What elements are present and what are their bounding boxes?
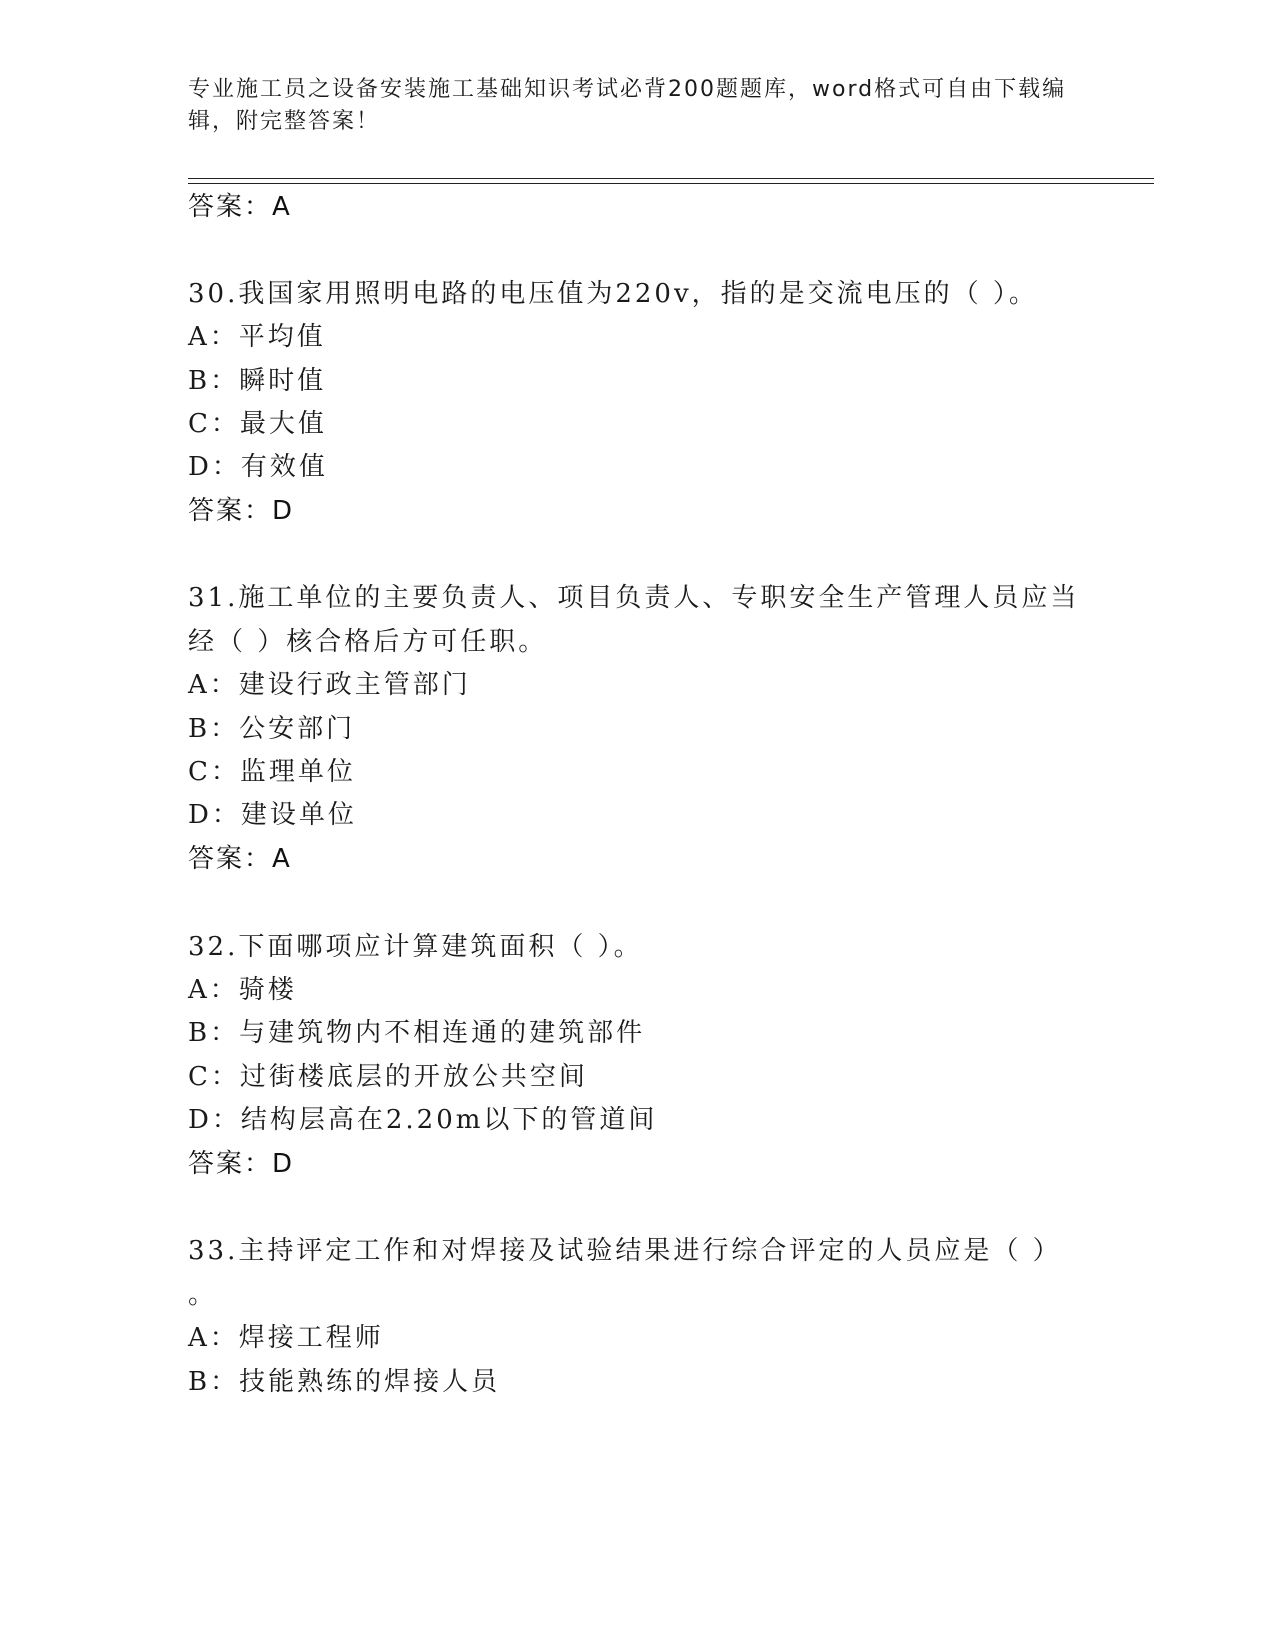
question-stem: 30.我国家用照明电路的电压值为220v，指的是交流电压的（ ）。 xyxy=(188,279,1038,309)
question-option: B：公安部门 xyxy=(188,714,356,744)
question-option: D：结构层高在2.20m以下的管道间 xyxy=(188,1105,658,1135)
answer-line: 答案：D xyxy=(188,1149,295,1179)
question-option: B：瞬时值 xyxy=(188,366,327,396)
header-divider-top xyxy=(188,178,1154,179)
question-stem-continued: 。 xyxy=(188,1280,218,1310)
question-option: A：平均值 xyxy=(188,322,326,352)
question-option: A：建设行政主管部门 xyxy=(188,670,471,700)
question-option: C：最大值 xyxy=(188,409,327,439)
question-option: C：监理单位 xyxy=(188,757,356,787)
answer-line: 答案：D xyxy=(188,496,295,526)
header-divider-bottom xyxy=(188,183,1154,184)
answer-line: 答案：A xyxy=(188,844,292,874)
question-stem: 32.下面哪项应计算建筑面积（ ）。 xyxy=(188,932,643,962)
question-stem: 33.主持评定工作和对焊接及试验结果进行综合评定的人员应是（ ） xyxy=(188,1236,1062,1266)
question-option: A：焊接工程师 xyxy=(188,1323,384,1353)
answer-line: 答案：A xyxy=(188,192,292,222)
question-option: A：骑楼 xyxy=(188,975,297,1005)
question-option: D：有效值 xyxy=(188,452,328,482)
question-stem: 31.施工单位的主要负责人、项目负责人、专职安全生产管理人员应当 xyxy=(188,583,1080,613)
question-option: B：技能熟练的焊接人员 xyxy=(188,1367,501,1397)
question-stem-continued: 经（ ）核合格后方可任职。 xyxy=(188,627,548,657)
question-option: D：建设单位 xyxy=(188,800,357,830)
document-header: 专业施工员之设备安装施工基础知识考试必背200题题库，word格式可自由下载编辑，附完整答案！ xyxy=(188,77,1067,134)
question-option: B：与建筑物内不相连通的建筑部件 xyxy=(188,1018,646,1048)
question-option: C：过街楼底层的开放公共空间 xyxy=(188,1062,588,1092)
